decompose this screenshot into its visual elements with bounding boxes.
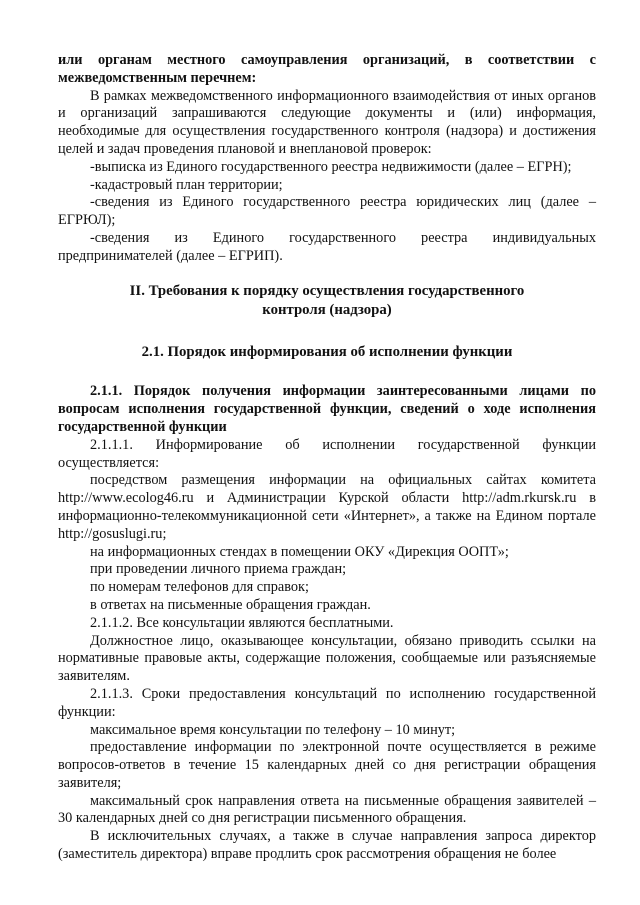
list-item-reception: при проведении личного приема граждан; (90, 561, 347, 578)
list-item-egrul: -сведения из Единого государственного реестра юридических лиц (далее – ЕГРЮЛ); (58, 194, 596, 229)
paragraph-intro-bold: или органам местного самоуправления организаций, в соответствии с межведомственным перечнем: (58, 52, 596, 86)
paragraph-official: Должностное лицо, оказывающее консультации, обязано приводить ссылки на нормативные правовые акты, содержащие положения, сообщаемые или разъясняемые заявителям. (58, 632, 596, 685)
list-item-email: предоставление информации по электронной почте осуществляется в режиме вопросов-ответов в течение 15 календарных дней со дня регистрации обращения заявителя; (58, 739, 596, 791)
paragraph-websites: посредством размещения информации на официальных сайтах комитета http://www.ecolog46.ru и Администрации Курской области http://adm.rkursk.ru в информационно-телекоммуникационной сети «Интернет», а также на Едином портале http://gosuslugi.ru; (58, 472, 596, 542)
list-item-egrn: -выписка из Единого государственного реестра недвижимости (далее – ЕГРН); (90, 158, 572, 175)
list-item-stands: на информационных стендах в помещении ОКУ «Дирекция ООПТ»; (90, 543, 509, 560)
paragraph-exceptional: В исключительных случаях, а также в случае направления запроса директор (заместитель директора) вправе продлить срок рассмотрения обращения не более (58, 828, 596, 863)
paragraph-free: 2.1.1.2. Все консультации являются бесплатными. (90, 614, 394, 631)
section-heading: II. Требования к порядку осуществления государственного контроля (надзора) (129, 282, 525, 318)
list-item-phone-time: максимальное время консультации по телефону – 10 минут; (90, 721, 456, 738)
subsection-heading: 2.1. Порядок информирования об исполнении функции (141, 343, 513, 360)
list-item-phones: по номерам телефонов для справок; (90, 579, 309, 596)
list-item-written: в ответах на письменные обращения граждан. (90, 596, 371, 613)
paragraph-interagency: В рамках межведомственного информационного взаимодействия от иных органов и организаций запрашиваются следующие документы и (или) информация, необходимые для осуществления государственного контроля (надзора) и достижения целей и задач проведения плановой и внеплановой проверок: (58, 87, 596, 157)
subsubsection-heading: 2.1.1. Порядок получения информации заинтересованными лицами по вопросам исполнения государственной функции, сведений о ходе исполнения государственной функции (58, 383, 596, 435)
paragraph-informing: 2.1.1.1. Информирование об исполнении государственной функции осуществляется: (58, 436, 596, 471)
list-item-egrip: -сведения из Единого государственного реестра индивидуальных предпринимателей (далее – ЕГРИП). (58, 229, 596, 264)
list-item-max-term: максимальный срок направления ответа на письменные обращения заявителей – 30 календарных дней со дня регистрации письменного обращения. (58, 792, 596, 827)
document-page (58, 52, 596, 864)
list-item-cadastral: -кадастровый план территории; (90, 176, 283, 193)
paragraph-terms: 2.1.1.3. Сроки предоставления консультаций по исполнению государственной функции: (58, 685, 596, 720)
